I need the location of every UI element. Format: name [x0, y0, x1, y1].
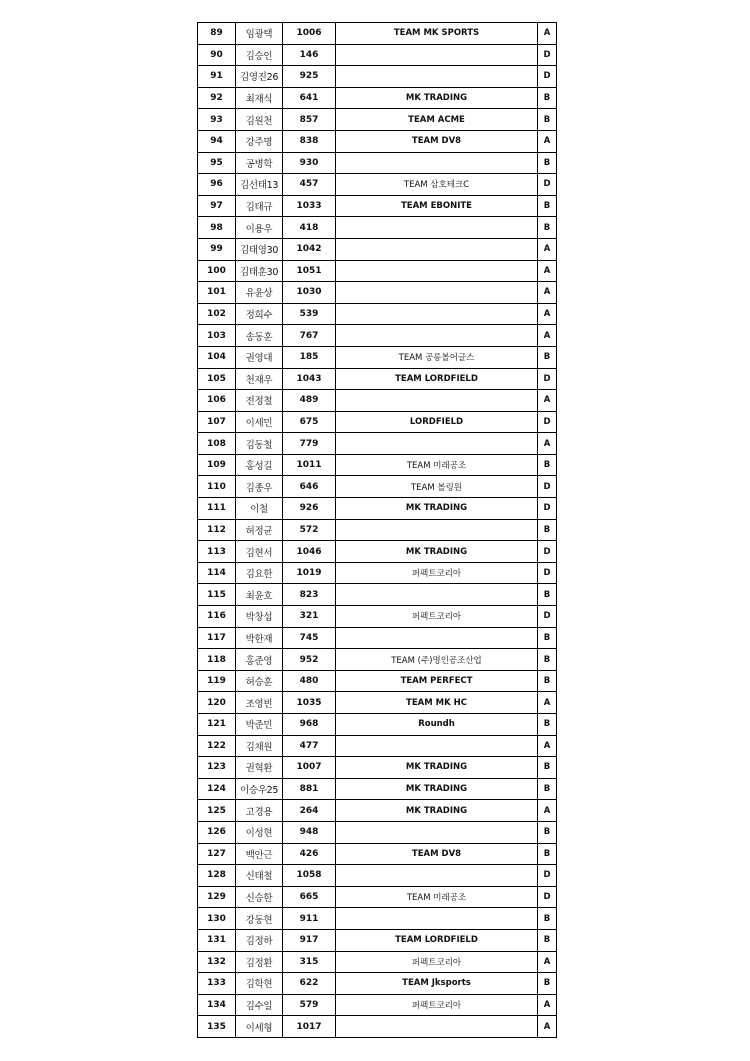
player-name-cell: 고경용 — [236, 800, 283, 822]
player-id-cell: 1035 — [283, 692, 336, 714]
entry-number-cell: 96 — [198, 174, 236, 196]
team-name-cell — [336, 584, 538, 606]
entry-number-cell: 102 — [198, 303, 236, 325]
grade-cell: A — [538, 994, 557, 1016]
entry-number-cell: 112 — [198, 519, 236, 541]
entry-number-cell: 108 — [198, 433, 236, 455]
player-id-cell: 1007 — [283, 757, 336, 779]
grade-cell: B — [538, 454, 557, 476]
entry-number-cell: 126 — [198, 821, 236, 843]
player-name-cell: 김원천 — [236, 109, 283, 131]
entry-number-cell: 94 — [198, 130, 236, 152]
team-name-cell: MK TRADING — [336, 778, 538, 800]
player-name-cell: 홍준영 — [236, 649, 283, 671]
player-id-cell: 1006 — [283, 23, 336, 45]
table-row — [198, 195, 557, 217]
grade-cell: B — [538, 843, 557, 865]
grade-cell: B — [538, 670, 557, 692]
table-row — [198, 23, 557, 45]
team-name-cell: TEAM 미래공조 — [336, 454, 538, 476]
team-name-cell: TEAM Jksports — [336, 973, 538, 995]
entry-number-cell: 107 — [198, 411, 236, 433]
player-name-cell: 최윤호 — [236, 584, 283, 606]
player-id-cell: 665 — [283, 886, 336, 908]
entry-number-cell: 111 — [198, 498, 236, 520]
player-name-cell: 천재우 — [236, 368, 283, 390]
player-name-cell: 신태철 — [236, 865, 283, 887]
player-id-cell: 917 — [283, 929, 336, 951]
table-row — [198, 217, 557, 239]
player-name-cell: 김현서 — [236, 541, 283, 563]
table-row — [198, 282, 557, 304]
team-name-cell — [336, 821, 538, 843]
entry-number-cell: 109 — [198, 454, 236, 476]
grade-cell: D — [538, 606, 557, 628]
grade-cell: B — [538, 649, 557, 671]
entry-number-cell: 98 — [198, 217, 236, 239]
table-row — [198, 44, 557, 66]
player-id-cell: 675 — [283, 411, 336, 433]
player-id-cell: 948 — [283, 821, 336, 843]
entry-number-cell: 119 — [198, 670, 236, 692]
team-name-cell: Roundh — [336, 714, 538, 736]
player-id-cell: 185 — [283, 346, 336, 368]
entry-number-cell: 100 — [198, 260, 236, 282]
table-row — [198, 627, 557, 649]
player-id-cell: 572 — [283, 519, 336, 541]
team-name-cell: 퍼펙트코리아 — [336, 994, 538, 1016]
player-id-cell: 1033 — [283, 195, 336, 217]
player-name-cell: 전정철 — [236, 390, 283, 412]
player-name-cell: 이용우 — [236, 217, 283, 239]
player-id-cell: 146 — [283, 44, 336, 66]
player-id-cell: 930 — [283, 152, 336, 174]
player-id-cell: 641 — [283, 87, 336, 109]
grade-cell: A — [538, 735, 557, 757]
player-name-cell: 강주명 — [236, 130, 283, 152]
roster-body — [198, 23, 557, 1038]
table-row — [198, 843, 557, 865]
grade-cell: B — [538, 346, 557, 368]
team-name-cell — [336, 390, 538, 412]
table-row — [198, 260, 557, 282]
player-id-cell: 881 — [283, 778, 336, 800]
table-row — [198, 476, 557, 498]
team-name-cell: TEAM 미래공조 — [336, 886, 538, 908]
player-id-cell: 1051 — [283, 260, 336, 282]
team-name-cell: MK TRADING — [336, 87, 538, 109]
grade-cell: A — [538, 1016, 557, 1038]
player-id-cell: 477 — [283, 735, 336, 757]
table-row — [198, 346, 557, 368]
grade-cell: A — [538, 800, 557, 822]
grade-cell: D — [538, 562, 557, 584]
entry-number-cell: 117 — [198, 627, 236, 649]
grade-cell: A — [538, 325, 557, 347]
player-name-cell: 신승한 — [236, 886, 283, 908]
table-row — [198, 411, 557, 433]
grade-cell: B — [538, 714, 557, 736]
table-row — [198, 584, 557, 606]
table-row — [198, 908, 557, 930]
player-name-cell: 백안근 — [236, 843, 283, 865]
table-row — [198, 238, 557, 260]
team-name-cell — [336, 735, 538, 757]
roster-table — [197, 22, 557, 1038]
entry-number-cell: 103 — [198, 325, 236, 347]
grade-cell: B — [538, 627, 557, 649]
team-name-cell — [336, 433, 538, 455]
team-name-cell: TEAM LORDFIELD — [336, 368, 538, 390]
grade-cell: A — [538, 433, 557, 455]
team-name-cell — [336, 325, 538, 347]
player-name-cell: 이성현 — [236, 821, 283, 843]
player-id-cell: 622 — [283, 973, 336, 995]
player-id-cell: 579 — [283, 994, 336, 1016]
team-name-cell — [336, 519, 538, 541]
player-name-cell: 김태영30 — [236, 238, 283, 260]
entry-number-cell: 97 — [198, 195, 236, 217]
grade-cell: B — [538, 152, 557, 174]
player-name-cell: 이철 — [236, 498, 283, 520]
entry-number-cell: 93 — [198, 109, 236, 131]
table-row — [198, 692, 557, 714]
player-id-cell: 968 — [283, 714, 336, 736]
player-name-cell: 김종우 — [236, 476, 283, 498]
team-name-cell: TEAM ACME — [336, 109, 538, 131]
grade-cell: B — [538, 109, 557, 131]
team-name-cell: TEAM LORDFIELD — [336, 929, 538, 951]
grade-cell: B — [538, 519, 557, 541]
grade-cell: D — [538, 368, 557, 390]
entry-number-cell: 105 — [198, 368, 236, 390]
table-row — [198, 152, 557, 174]
player-name-cell: 김요한 — [236, 562, 283, 584]
player-id-cell: 539 — [283, 303, 336, 325]
team-name-cell: TEAM DV8 — [336, 130, 538, 152]
player-id-cell: 857 — [283, 109, 336, 131]
player-id-cell: 823 — [283, 584, 336, 606]
table-row — [198, 390, 557, 412]
team-name-cell: TEAM MK HC — [336, 692, 538, 714]
player-id-cell: 1017 — [283, 1016, 336, 1038]
player-id-cell: 1042 — [283, 238, 336, 260]
player-name-cell: 김채원 — [236, 735, 283, 757]
table-row — [198, 778, 557, 800]
table-row — [198, 886, 557, 908]
player-id-cell: 1058 — [283, 865, 336, 887]
team-name-cell: TEAM DV8 — [336, 843, 538, 865]
team-name-cell: MK TRADING — [336, 498, 538, 520]
entry-number-cell: 89 — [198, 23, 236, 45]
player-name-cell: 김학현 — [236, 973, 283, 995]
entry-number-cell: 132 — [198, 951, 236, 973]
player-name-cell: 송동훈 — [236, 325, 283, 347]
player-id-cell: 911 — [283, 908, 336, 930]
entry-number-cell: 104 — [198, 346, 236, 368]
player-name-cell: 강동현 — [236, 908, 283, 930]
team-name-cell: TEAM 볼링원 — [336, 476, 538, 498]
table-row — [198, 757, 557, 779]
player-id-cell: 926 — [283, 498, 336, 520]
player-id-cell: 426 — [283, 843, 336, 865]
player-name-cell: 유윤상 — [236, 282, 283, 304]
player-name-cell: 허승훈 — [236, 670, 283, 692]
entry-number-cell: 128 — [198, 865, 236, 887]
player-id-cell: 952 — [283, 649, 336, 671]
player-name-cell: 권영대 — [236, 346, 283, 368]
grade-cell: B — [538, 584, 557, 606]
player-id-cell: 264 — [283, 800, 336, 822]
team-name-cell: TEAM EBONITE — [336, 195, 538, 217]
table-row — [198, 174, 557, 196]
player-name-cell: 최재식 — [236, 87, 283, 109]
grade-cell: B — [538, 908, 557, 930]
player-name-cell: 김동철 — [236, 433, 283, 455]
grade-cell: B — [538, 757, 557, 779]
player-name-cell: 박한재 — [236, 627, 283, 649]
player-name-cell: 박창섭 — [236, 606, 283, 628]
team-name-cell: MK TRADING — [336, 541, 538, 563]
table-row — [198, 87, 557, 109]
table-row — [198, 606, 557, 628]
team-name-cell: TEAM (주)명인공조산업 — [336, 649, 538, 671]
grade-cell: B — [538, 195, 557, 217]
player-id-cell: 1046 — [283, 541, 336, 563]
player-name-cell: 홍성길 — [236, 454, 283, 476]
table-row — [198, 109, 557, 131]
player-name-cell: 정희수 — [236, 303, 283, 325]
grade-cell: D — [538, 174, 557, 196]
grade-cell: A — [538, 130, 557, 152]
table-row — [198, 670, 557, 692]
team-name-cell: LORDFIELD — [336, 411, 538, 433]
entry-number-cell: 133 — [198, 973, 236, 995]
table-row — [198, 994, 557, 1016]
table-row — [198, 951, 557, 973]
table-row — [198, 821, 557, 843]
player-id-cell: 745 — [283, 627, 336, 649]
entry-number-cell: 121 — [198, 714, 236, 736]
player-name-cell: 김선태13 — [236, 174, 283, 196]
grade-cell: D — [538, 865, 557, 887]
grade-cell: B — [538, 973, 557, 995]
grade-cell: A — [538, 260, 557, 282]
table-row — [198, 1016, 557, 1038]
team-name-cell — [336, 908, 538, 930]
grade-cell: A — [538, 692, 557, 714]
grade-cell: D — [538, 411, 557, 433]
team-name-cell: MK TRADING — [336, 757, 538, 779]
entry-number-cell: 134 — [198, 994, 236, 1016]
table-row — [198, 303, 557, 325]
entry-number-cell: 95 — [198, 152, 236, 174]
grade-cell: D — [538, 498, 557, 520]
player-id-cell: 646 — [283, 476, 336, 498]
team-name-cell: TEAM 삼호테크C — [336, 174, 538, 196]
team-name-cell — [336, 217, 538, 239]
grade-cell: A — [538, 303, 557, 325]
table-row — [198, 368, 557, 390]
player-name-cell: 김영진26 — [236, 66, 283, 88]
entry-number-cell: 110 — [198, 476, 236, 498]
entry-number-cell: 127 — [198, 843, 236, 865]
player-id-cell: 779 — [283, 433, 336, 455]
player-name-cell: 허정균 — [236, 519, 283, 541]
table-row — [198, 519, 557, 541]
player-id-cell: 767 — [283, 325, 336, 347]
entry-number-cell: 124 — [198, 778, 236, 800]
player-id-cell: 480 — [283, 670, 336, 692]
player-id-cell: 418 — [283, 217, 336, 239]
team-name-cell: 퍼펙트코리아 — [336, 951, 538, 973]
team-name-cell — [336, 238, 538, 260]
grade-cell: B — [538, 87, 557, 109]
entry-number-cell: 115 — [198, 584, 236, 606]
player-name-cell: 이세형 — [236, 1016, 283, 1038]
table-row — [198, 865, 557, 887]
entry-number-cell: 122 — [198, 735, 236, 757]
player-id-cell: 838 — [283, 130, 336, 152]
entry-number-cell: 101 — [198, 282, 236, 304]
player-name-cell: 권혁환 — [236, 757, 283, 779]
team-name-cell — [336, 260, 538, 282]
table-row — [198, 433, 557, 455]
grade-cell: D — [538, 476, 557, 498]
player-id-cell: 1019 — [283, 562, 336, 584]
entry-number-cell: 114 — [198, 562, 236, 584]
entry-number-cell: 118 — [198, 649, 236, 671]
player-id-cell: 925 — [283, 66, 336, 88]
entry-number-cell: 131 — [198, 929, 236, 951]
grade-cell: B — [538, 217, 557, 239]
player-name-cell: 이승우25 — [236, 778, 283, 800]
table-row — [198, 541, 557, 563]
team-name-cell: TEAM PERFECT — [336, 670, 538, 692]
table-row — [198, 454, 557, 476]
table-row — [198, 130, 557, 152]
player-name-cell: 박준민 — [236, 714, 283, 736]
player-id-cell: 315 — [283, 951, 336, 973]
entry-number-cell: 120 — [198, 692, 236, 714]
team-name-cell: 퍼펙트코리아 — [336, 562, 538, 584]
player-name-cell: 김승인 — [236, 44, 283, 66]
grade-cell: A — [538, 951, 557, 973]
entry-number-cell: 113 — [198, 541, 236, 563]
player-name-cell: 김정환 — [236, 951, 283, 973]
player-name-cell: 김정하 — [236, 929, 283, 951]
grade-cell: B — [538, 778, 557, 800]
grade-cell: A — [538, 282, 557, 304]
table-row — [198, 66, 557, 88]
team-name-cell — [336, 303, 538, 325]
player-id-cell: 1030 — [283, 282, 336, 304]
player-id-cell: 489 — [283, 390, 336, 412]
entry-number-cell: 106 — [198, 390, 236, 412]
grade-cell: D — [538, 886, 557, 908]
grade-cell: B — [538, 929, 557, 951]
grade-cell: A — [538, 238, 557, 260]
table-row — [198, 735, 557, 757]
grade-cell: D — [538, 44, 557, 66]
grade-cell: D — [538, 66, 557, 88]
player-name-cell: 공병학 — [236, 152, 283, 174]
table-row — [198, 562, 557, 584]
team-name-cell — [336, 865, 538, 887]
table-row — [198, 714, 557, 736]
team-name-cell — [336, 627, 538, 649]
grade-cell: A — [538, 390, 557, 412]
player-id-cell: 457 — [283, 174, 336, 196]
table-row — [198, 498, 557, 520]
team-name-cell — [336, 152, 538, 174]
player-id-cell: 321 — [283, 606, 336, 628]
team-name-cell — [336, 66, 538, 88]
grade-cell: A — [538, 23, 557, 45]
entry-number-cell: 135 — [198, 1016, 236, 1038]
table-row — [198, 325, 557, 347]
player-name-cell: 김태훈30 — [236, 260, 283, 282]
team-name-cell: MK TRADING — [336, 800, 538, 822]
entry-number-cell: 130 — [198, 908, 236, 930]
entry-number-cell: 91 — [198, 66, 236, 88]
team-name-cell: TEAM MK SPORTS — [336, 23, 538, 45]
entry-number-cell: 92 — [198, 87, 236, 109]
team-name-cell — [336, 282, 538, 304]
entry-number-cell: 125 — [198, 800, 236, 822]
team-name-cell: TEAM 공릉볼어글스 — [336, 346, 538, 368]
team-name-cell: 퍼펙트코리아 — [336, 606, 538, 628]
player-name-cell: 이세민 — [236, 411, 283, 433]
player-id-cell: 1043 — [283, 368, 336, 390]
table-row — [198, 929, 557, 951]
player-name-cell: 임광택 — [236, 23, 283, 45]
entry-number-cell: 90 — [198, 44, 236, 66]
table-row — [198, 973, 557, 995]
grade-cell: D — [538, 541, 557, 563]
player-name-cell: 김수일 — [236, 994, 283, 1016]
table-row — [198, 649, 557, 671]
team-name-cell — [336, 1016, 538, 1038]
table-row — [198, 800, 557, 822]
player-name-cell: 김태규 — [236, 195, 283, 217]
player-name-cell: 조영빈 — [236, 692, 283, 714]
player-id-cell: 1011 — [283, 454, 336, 476]
entry-number-cell: 123 — [198, 757, 236, 779]
entry-number-cell: 116 — [198, 606, 236, 628]
grade-cell: B — [538, 821, 557, 843]
entry-number-cell: 129 — [198, 886, 236, 908]
entry-number-cell: 99 — [198, 238, 236, 260]
team-name-cell — [336, 44, 538, 66]
